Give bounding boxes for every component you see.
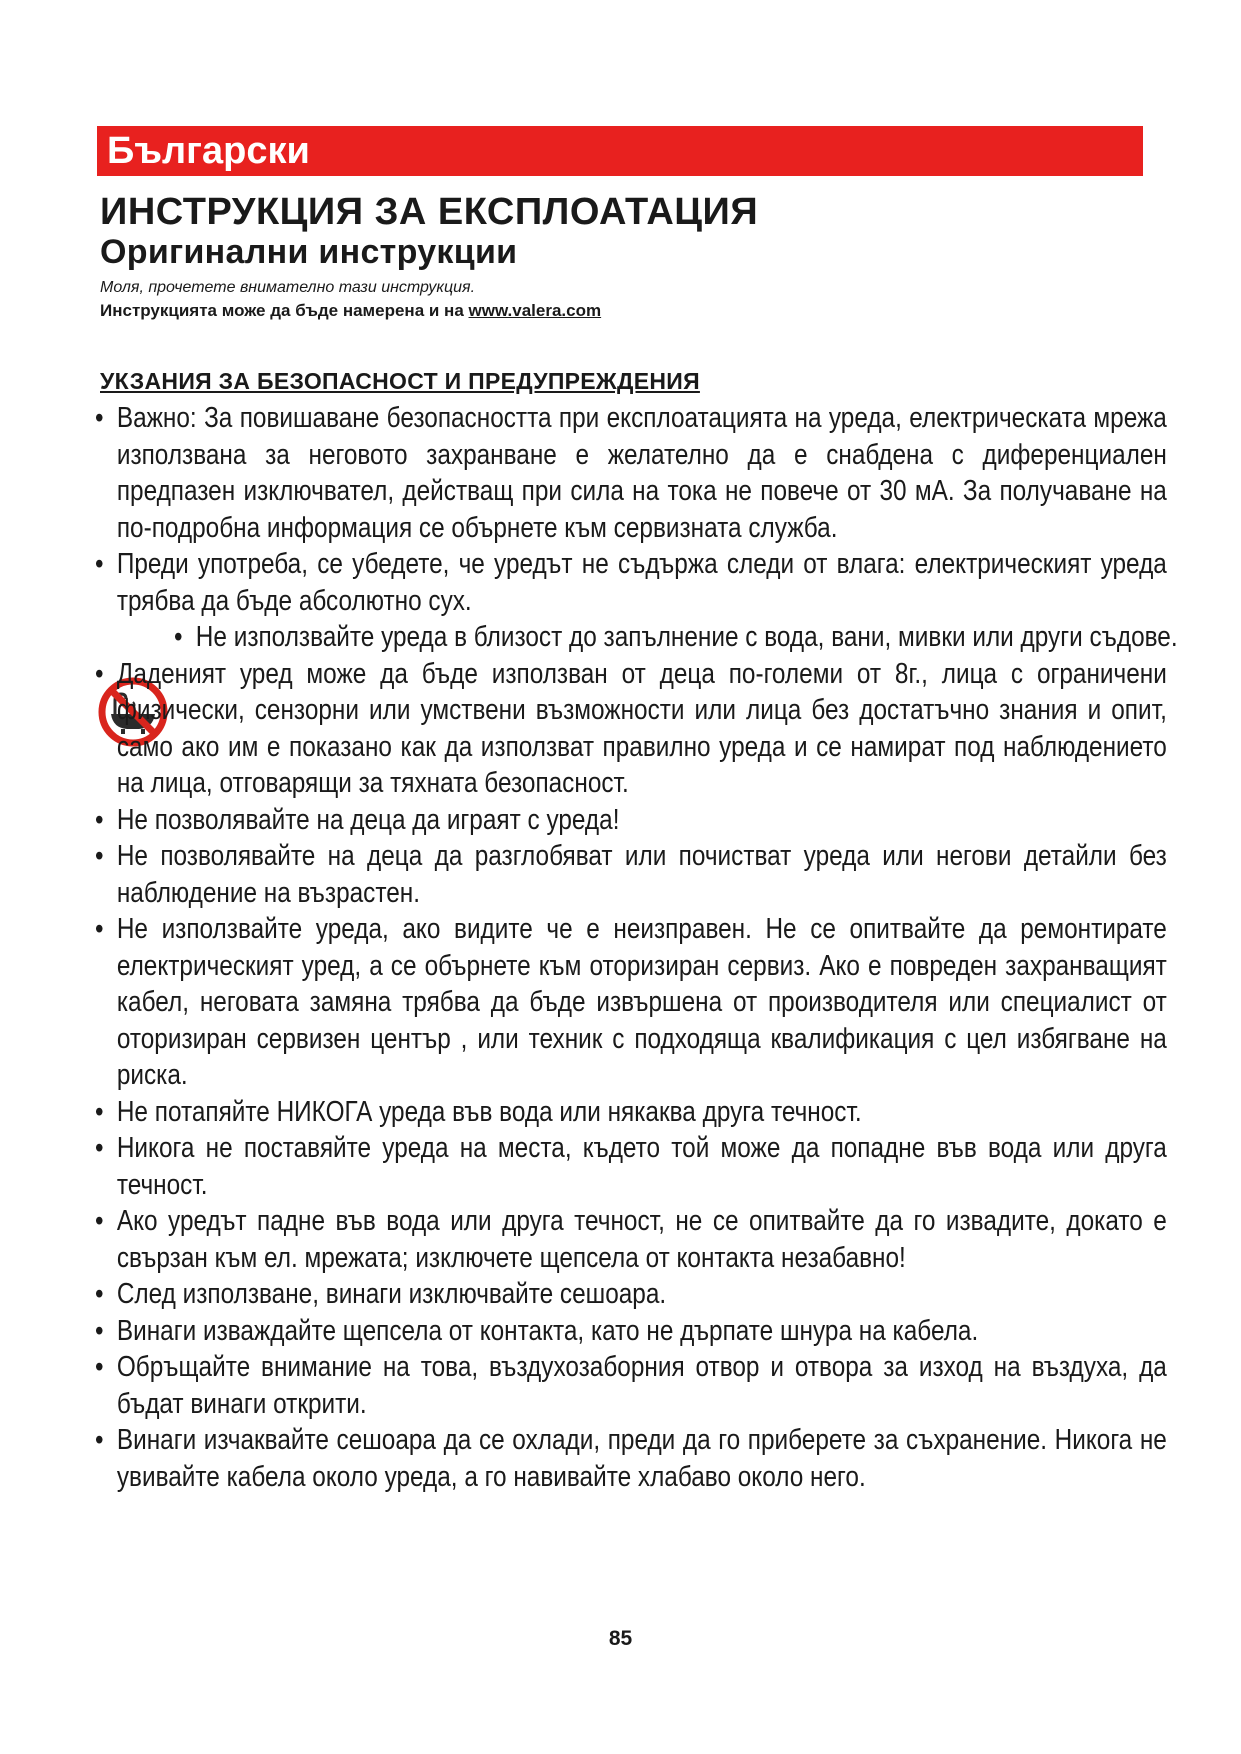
bullet: • xyxy=(95,1424,104,1456)
page-title: ИНСТРУКЦИЯ ЗА ЕКСПЛОАТАЦИЯ xyxy=(100,191,759,233)
list-item-text: Не потапяйте НИКОГА уреда във вода или някаква друга течност. xyxy=(116,1095,862,1128)
bullet: • xyxy=(95,1095,104,1128)
list-item-text: Даденият уред може да бъде използван от деца по-големи от 8г., лица с ограничени физически, сензорни или умствени възможности или лица без достатъчно знания и опит, само ако им е показано как да използват правилно уреда и се намират под наблюдението на лица, отговарящи за тяхната безопасност. xyxy=(116,657,1167,799)
safety-list xyxy=(95,400,1178,1495)
bullet: • xyxy=(95,1205,104,1237)
bullet: • xyxy=(95,1278,104,1310)
list-item xyxy=(95,619,1241,656)
list-item xyxy=(95,838,1167,911)
bullet: • xyxy=(95,1132,104,1164)
list-item xyxy=(95,1203,1167,1276)
read-note: Моля, прочетете внимателно тази инструкция. xyxy=(100,279,476,296)
list-item-text: Не използвайте уреда, ако видите че е неизправен. Не се опитвайте да ремонтирате електрическият уред, а се обърнете към оторизиран сервиз. Ако е повреден захранващият кабел, неговата замяна трябва да бъде извършена от производителя или специалист от оторизиран сервизен център , или техник с подходяща квалификация с цел избягване на риска. xyxy=(116,913,1167,1091)
list-item xyxy=(95,1349,1167,1422)
bullet: • xyxy=(95,1314,104,1347)
list-item xyxy=(95,656,1167,802)
page-number: 85 xyxy=(608,1627,633,1650)
page-subtitle: Оригинални инструкции xyxy=(100,233,518,271)
list-item-text: Важно: За повишаване безопасността при експлоатацията на уреда, електрическата мрежа използвана за неговото захранване е желателно да е снабдена с диференциален предпазен изключвател, действащ при сила на тока не повече от 30 мА. За получаване на по-подробна информация се обърнете към сервизната служба. xyxy=(116,402,1167,544)
list-item xyxy=(95,400,1167,546)
list-item xyxy=(95,1422,1167,1495)
list-item-text: Не позволявайте на деца да разглобяват или почистват уреда или негови детайли без наблюдение на възрастен. xyxy=(116,840,1167,909)
find-online-line xyxy=(100,300,601,322)
find-online-text: Инструкцията може да бъде намерена и на xyxy=(100,301,464,320)
list-item xyxy=(95,802,1167,839)
list-item-text: Винаги изваждайте щепсела от контакта, като не дърпате шнура на кабела. xyxy=(116,1314,979,1347)
website-link[interactable]: www.valera.com xyxy=(468,301,602,320)
list-item-text: След използване, винаги изключвайте сешоара. xyxy=(116,1278,667,1310)
bullet: • xyxy=(95,840,104,872)
bullet: • xyxy=(95,803,104,836)
list-item xyxy=(95,911,1167,1094)
list-item-text: Винаги изчаквайте сешоара да се охлади, преди да го приберете за съхранение. Никога не увивайте кабела около уреда, а го навивайте хлабаво около него. xyxy=(116,1424,1167,1493)
language-label: Български xyxy=(107,130,310,172)
list-item-text: Преди употреба, се убедете, че уредът не съдържа следи от влага: електрическият уреда трябва да бъде абсолютно сух. xyxy=(116,548,1167,617)
bullet: • xyxy=(95,548,104,580)
list-item xyxy=(95,1130,1167,1203)
bullet: • xyxy=(173,621,183,653)
list-item-text: Ако уредът падне във вода или друга течност, не се опитвайте да го извадите, докато е свързан към ел. мрежата; изключете щепсела от контакта незабавно! xyxy=(116,1205,1167,1274)
bullet: • xyxy=(95,913,104,945)
list-item-text: Никога не поставяйте уреда на места, където той може да попадне във вода или друга течност. xyxy=(116,1132,1167,1201)
bullet: • xyxy=(95,657,104,690)
language-banner xyxy=(97,126,1143,176)
safety-section-title: УКЗАНИЯ ЗА БЕЗОПАСНОСТ И ПРЕДУПРЕЖДЕНИЯ xyxy=(100,368,700,394)
list-item xyxy=(95,546,1167,619)
list-item xyxy=(95,1313,1167,1350)
list-item xyxy=(95,1276,1167,1313)
list-item-text: Не използвайте уреда в близост до запълнение с вода, вани, мивки или други съдове. xyxy=(195,621,1178,653)
list-item xyxy=(95,1094,1167,1131)
list-item-text: Обръщайте внимание на това, въздухозаборния отвор и отвора за изход на въздуха, да бъдат винаги открити. xyxy=(116,1351,1167,1420)
bullet: • xyxy=(95,402,104,434)
list-item-text: Не позволявайте на деца да играят с уреда! xyxy=(116,803,620,836)
bullet: • xyxy=(95,1351,104,1383)
